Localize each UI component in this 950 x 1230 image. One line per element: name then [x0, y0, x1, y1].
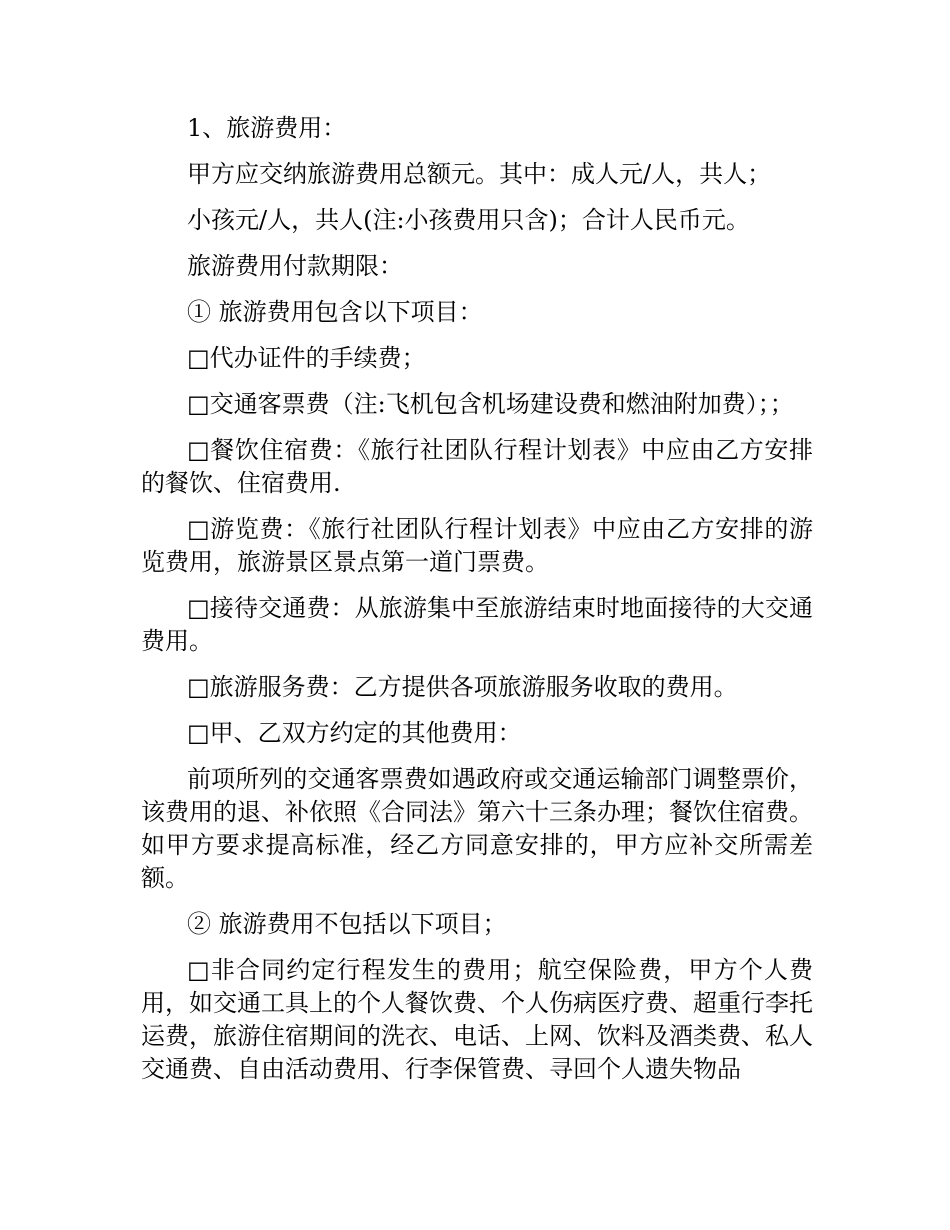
checkbox-item: □游览费：《旅行社团队行程计划表》中应由乙方安排的游览费用，旅游景区景点第一道门票费。: [141, 515, 813, 576]
document-body: [141, 112, 813, 1099]
checkbox-item: □接待交通费：从旅游集中至旅游结束时地面接待的大交通费用。: [141, 594, 813, 655]
checkbox-item: □甲、乙双方约定的其他费用：: [187, 719, 522, 747]
checkbox-item: □代办证件的手续费；: [187, 344, 426, 372]
subsection-heading: ② 旅游费用不包括以下项目；: [187, 910, 507, 938]
paragraph: 前项所列的交通客票费如遇政府或交通运输部门调整票价，该费用的退、补依照《合同法》第六十三条办理；餐饮住宿费。如甲方要求提高标准，经乙方同意安排的，甲方应补交所需差额。: [141, 765, 813, 892]
checkbox-item: □旅游服务费：乙方提供各项旅游服务收取的费用。: [187, 673, 738, 701]
subsection-heading: ① 旅游费用包含以下项目：: [187, 298, 483, 326]
paragraph: 旅游费用付款期限：: [187, 252, 403, 280]
paragraph: 小孩元/人，共人(注:小孩费用只含)；合计人民币元。: [187, 206, 750, 234]
checkbox-item: □餐饮住宿费：《旅行社团队行程计划表》中应由乙方安排的餐饮、住宿费用.: [141, 436, 813, 497]
checkbox-item: □交通客票费（注:飞机包含机场建设费和燃油附加费）；；: [187, 390, 794, 418]
paragraph: 甲方应交纳旅游费用总额元。其中：成人元/人，共人；: [187, 160, 772, 188]
checkbox-item: □非合同约定行程发生的费用；航空保险费，甲方个人费用，如交通工具上的个人餐饮费、个人伤病医疗费、超重行李托运费，旅游住宿期间的洗衣、电话、上网、饮料及酒类费、私人交通费、自由活动费用、行李保管费、寻回个人遗失物品: [141, 956, 813, 1083]
section-heading: 1、旅游费用：: [187, 114, 347, 142]
